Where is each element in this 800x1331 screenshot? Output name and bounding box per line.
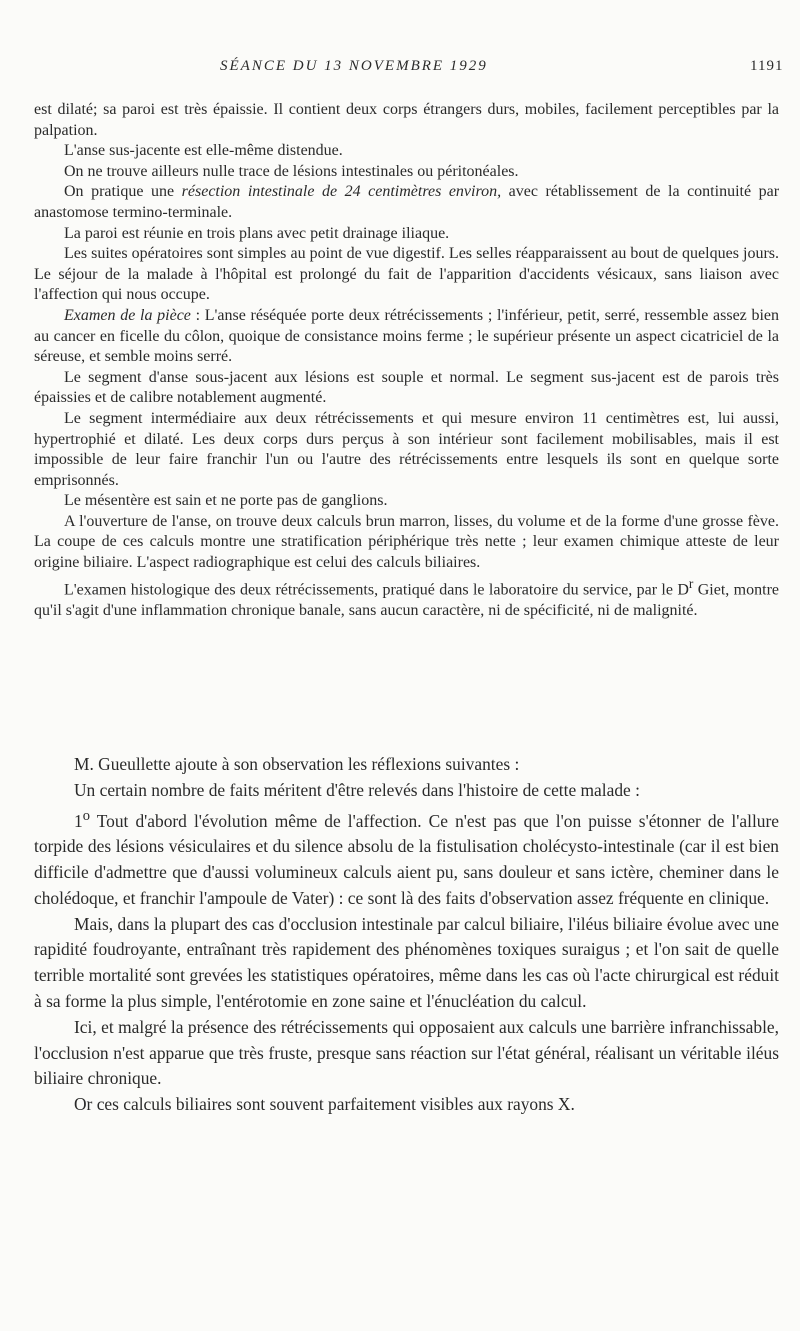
page-number: 1191 [750,58,784,74]
running-title: SÉANCE DU 13 NOVEMBRE 1929 [220,58,488,74]
reflection-paragraph: Mais, dans la plupart des cas d'occlusion intestinale par calcul biliaire, l'iléus biliaire évolue avec une rapidité foudroyante, entraînant très rapidement des phénomènes toxiques suraigus ; et l'on sait de quelle terrible mortalité sont grevées les statistiques opératoires, même dans les cas où l'acte chirurgical est réduit à sa forme la plus simple, l'entérotomie en zone saine et l'énucléation du calcul. [34,913,779,1011]
case-paragraph: est dilaté; sa paroi est très épaissie. Il contient deux corps étrangers durs, mobiles, facilement perceptibles par la palpation. [34,101,779,139]
specimen-heading: Examen de la pièce [64,306,191,324]
case-report-section [34,100,779,621]
procedure-emphasis: résection intestinale de 24 centimètres environ, [181,183,502,201]
case-paragraph: On pratique une résection intestinale de 24 centimètres environ, avec rétablissement de la continuité par anastomose termino-terminale. [34,183,780,221]
case-paragraph: L'anse sus-jacente est elle-même distendue. [64,142,343,160]
page-header [0,58,800,82]
case-paragraph: Les suites opératoires sont simples au point de vue digestif. Les selles réapparaissent au bout de quelques jours. Le séjour de la malade à l'hôpital est prolongé du fait de l'apparition d'accidents vésicaux, sans liaison avec l'affection qui nous occupe. [34,245,779,304]
case-paragraph: La paroi est réunie en trois plans avec petit drainage iliaque. [64,224,450,242]
case-paragraph: L'examen histologique des deux rétrécissements, pratiqué dans le laboratoire du service, par le $D^r$ Giet, montre qu'il s'agit d'une inflammation chronique banale, sans aucun caractère, ni de spécificité, ni de malignité. [34,575,779,619]
reflection-paragraph: 1$^o$ Tout d'abord l'évolution même de l'affection. Ce n'est pas que l'on puisse s'étonner de l'allure torpide des lésions vésiculaires et du silence absolu de la fistulisation cholécysto-intestinale (car il est bien difficile d'admettre que d'aussi volumineux calculs aient pu, sans douleur et sans ictère, cheminer dans le cholédoque, et franchir l'ampoule de Vater) : ce sont là des faits d'observation assez fréquente en clinique. [34,807,779,908]
case-paragraph: Le segment intermédiaire aux deux rétrécissements et qui mesure environ 11 centimètres est, lui aussi, hypertrophié et dilaté. Les deux corps durs perçus à son intérieur sont facilement mobilisables, mais il est impossible de leur faire franchir l'un ou l'autre des rétrécissements entre lesquels ils sont en quelque sorte emprisonnés. [34,409,779,489]
reflections-section [34,752,779,1118]
case-paragraph: Examen de la pièce : L'anse réséquée porte deux rétrécissements ; l'inférieur, petit, serré, ressemble assez bien au cancer en ficelle du côlon, quoique de consistance moins ferme ; le supérieur présente un aspect cicatriciel de la séreuse, et semble moins serré. [34,306,780,366]
case-paragraph: Le mésentère est sain et ne porte pas de ganglions. [64,492,388,510]
reflection-paragraph: Or ces calculs biliaires sont souvent parfaitement visibles aux rayons X. [74,1094,575,1115]
case-paragraph: Le segment d'anse sous-jacent aux lésions est souple et normal. Le segment sus-jacent est de parois très épaissies et de calibre notablement augmenté. [34,368,779,407]
reflection-paragraph: Ici, et malgré la présence des rétrécissements qui opposaient aux calculs une barrière infranchissable, l'occlusion n'est apparue que très fruste, presque sans réaction sur l'état général, réalisant un véritable iléus biliaire chronique. [34,1016,779,1089]
case-paragraph: On ne trouve ailleurs nulle trace de lésions intestinales ou péritonéales. [64,162,519,180]
reflection-paragraph: Un certain nombre de faits méritent d'être relevés dans l'histoire de cette malade : [74,779,640,800]
case-paragraph: A l'ouverture de l'anse, on trouve deux calculs brun marron, lisses, du volume et de la forme d'une grosse fève. La coupe de ces calculs montre une stratification périphérique très nette ; leur examen chimique atteste de leur origine biliaire. L'aspect radiographique est celui des calculs biliaires. [34,512,779,572]
reflection-paragraph: M. Gueullette ajoute à son observation les réflexions suivantes : [74,754,520,774]
